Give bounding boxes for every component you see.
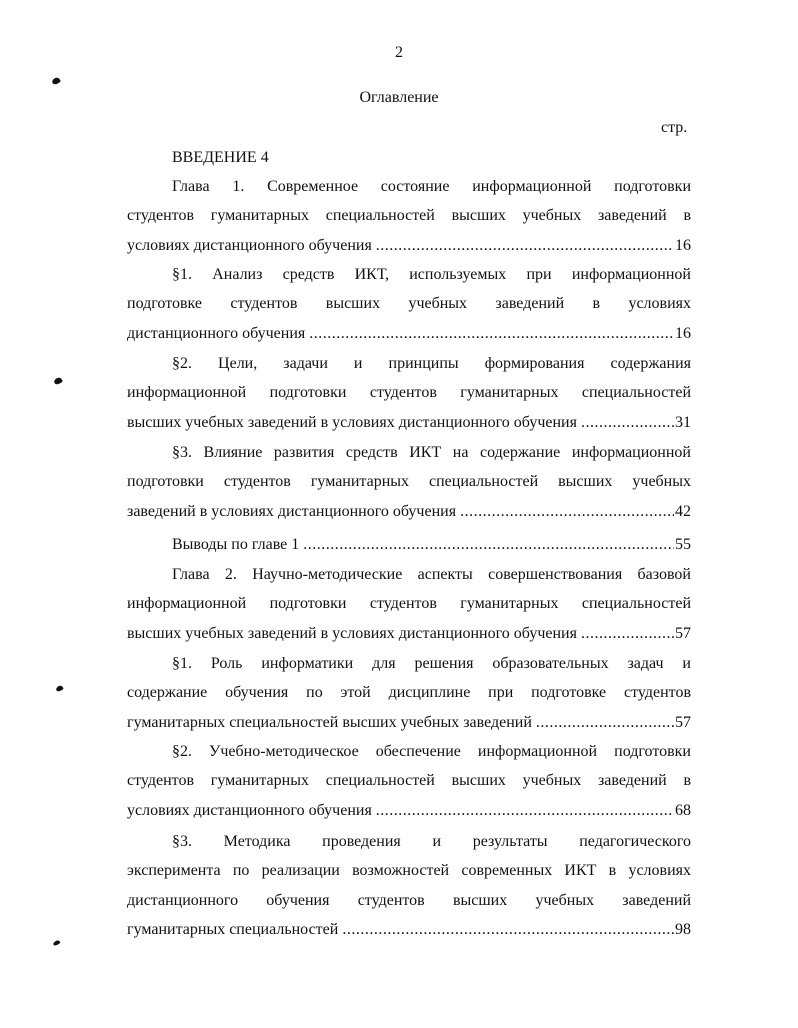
toc-text: содержание обучения по этой дисциплине при подготовке студентов	[127, 684, 691, 702]
toc-page: 31	[675, 413, 691, 431]
toc-text: заведений в условиях дистанционного обучения	[127, 502, 457, 520]
toc-text: дистанционного обучения студентов высших учебных заведений	[127, 891, 691, 909]
toc-entry-ch2-section-3[interactable]	[127, 827, 691, 945]
toc-text: студентов гуманитарных специальностей высших учебных заведений в	[127, 772, 691, 790]
page-column-label: стр.	[661, 119, 688, 136]
toc-text: условиях дистанционного обучения	[127, 236, 372, 254]
dot-leader	[376, 796, 674, 825]
toc-text: информационной подготовки студентов гуманитарных специальностей	[127, 595, 691, 613]
dot-leader	[460, 497, 674, 526]
toc-entry-chapter-1[interactable]	[127, 172, 691, 260]
toc-text: Глава 1. Современное состояние информационной подготовки	[172, 178, 691, 195]
toc-page: 42	[675, 502, 691, 520]
dot-leader	[581, 619, 674, 648]
toc-page: 16	[675, 324, 691, 342]
toc-page: 98	[675, 921, 691, 939]
toc-page: 68	[675, 801, 691, 819]
dot-leader	[309, 319, 674, 348]
toc-leader-line	[127, 408, 691, 437]
toc-text: высших учебных заведений в условиях дистанционного обучения	[127, 413, 577, 431]
dot-leader	[536, 708, 674, 737]
toc-text: §3. Влияние развития средств ИКТ на содержание информационной	[172, 444, 691, 461]
toc-page: 57	[675, 713, 691, 731]
toc-heading: Оглавление	[359, 89, 439, 106]
page-number: 2	[395, 44, 403, 61]
toc-text: эксперимента по реализации возможностей современных ИКТ в условиях	[127, 862, 691, 880]
toc-text: §2. Учебно-методическое обеспечение информационной подготовки	[172, 743, 691, 760]
toc-text: условиях дистанционного обучения	[127, 801, 372, 819]
toc-entry-ch1-section-1[interactable]	[127, 260, 691, 348]
toc-entry-ch1-section-3[interactable]	[127, 438, 691, 526]
dot-leader	[342, 915, 674, 944]
toc-leader-line	[127, 231, 691, 260]
toc-entry-ch2-section-2[interactable]	[127, 737, 691, 825]
toc-entry-intro[interactable]	[127, 143, 691, 172]
toc-page: 57	[675, 624, 691, 642]
toc-text: подготовки студентов гуманитарных специальностей высших учебных	[127, 473, 691, 491]
toc-text: гуманитарных специальностей	[127, 921, 339, 939]
dot-leader	[581, 408, 674, 437]
toc-text: подготовке студентов высших учебных заведений в условиях	[127, 295, 691, 313]
toc-text: студентов гуманитарных специальностей высших учебных заведений в	[127, 207, 691, 225]
dot-leader	[303, 530, 674, 559]
toc-text: Глава 2. Научно-методические аспекты совершенствования базовой	[172, 566, 691, 583]
toc-text: §3. Методика проведения и результаты педагогического	[172, 833, 691, 850]
toc-entry-ch2-section-1[interactable]	[127, 649, 691, 737]
scan-speck	[51, 76, 61, 85]
toc-text: §2. Цели, задачи и принципы формирования содержания	[172, 355, 691, 372]
toc-leader-line	[127, 530, 691, 559]
toc-leader-line	[127, 319, 691, 348]
toc-page: 16	[675, 236, 691, 254]
toc-text: §1. Роль информатики для решения образовательных задач и	[172, 655, 691, 672]
toc-leader-line	[127, 915, 691, 944]
scan-speck	[52, 940, 60, 947]
toc-leader-line	[127, 708, 691, 737]
toc-text: ВВЕДЕНИЕ 4	[172, 149, 269, 166]
toc-text: высших учебных заведений в условиях дистанционного обучения	[127, 624, 577, 642]
toc-text: дистанционного обучения	[127, 324, 306, 342]
toc-text: §1. Анализ средств ИКТ, используемых при информационной	[172, 266, 691, 283]
toc-page: 55	[675, 536, 691, 553]
scan-speck	[55, 685, 64, 693]
toc-entry-ch1-section-2[interactable]	[127, 349, 691, 437]
toc-leader-line	[127, 619, 691, 648]
dot-leader	[376, 231, 674, 260]
toc-entry-conclusions-1[interactable]	[127, 530, 691, 559]
toc-leader-line	[127, 796, 691, 825]
toc-text: информационной подготовки студентов гуманитарных специальностей	[127, 384, 691, 402]
toc-text: гуманитарных специальностей высших учебных заведений	[127, 713, 532, 731]
scan-speck	[53, 376, 63, 385]
toc-entry-chapter-2[interactable]	[127, 560, 691, 648]
toc-leader-line	[127, 497, 691, 526]
toc-text: Выводы по главе 1	[172, 536, 300, 553]
